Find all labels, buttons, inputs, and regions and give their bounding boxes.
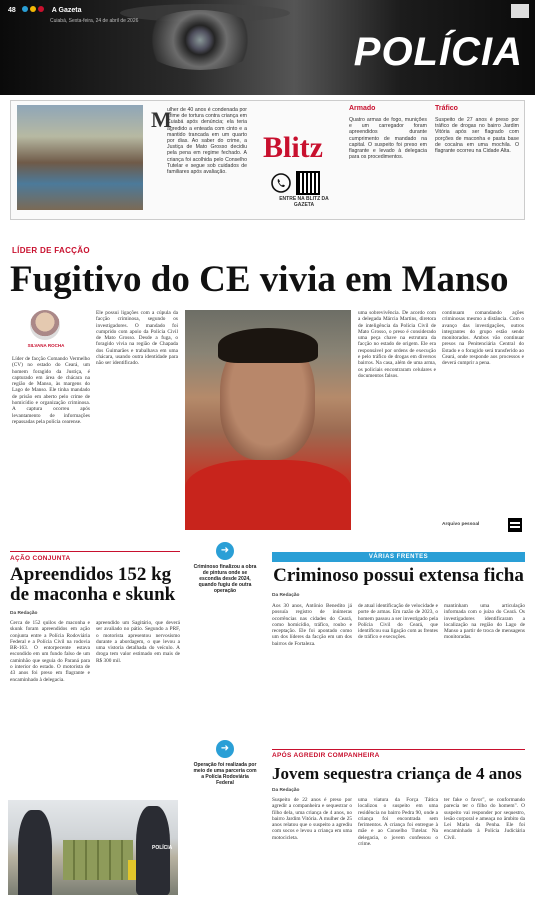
logo-dots-icon <box>22 6 46 14</box>
side-note-1: Criminoso finalizou a obra de pintura onde se escondia desde 2024, quando fugiu de outra operação <box>193 564 257 594</box>
trafico-text: Suspeito de 27 anos é preso por tráfico de drogas no bairro Jardim Vitória após ser flagrado com porções de maconha e pasta base de cocaína em uma mochila. O flagrante ocorreu na Cidade Alta. <box>435 117 519 155</box>
main-headline: Fugitivo do CE vivia em Manso <box>10 259 509 300</box>
side-note-2: Operação foi realizada por meio de uma parceria com a Polícia Rodoviária Federal <box>193 762 257 786</box>
story2-col-1: Cerca de 152 quilos de maconha e skunk foram apreendidos em ação conjunta entre a Polícia Rodoviária Federal e a Polícia Civil na rodovia BR-163. O entorpecente estava escondido em um fundo falso de um caminhão que seguia do Paraná para o interior do estado. O motorista de 43 anos foi preso em flagrante e encaminhado à delegacia. <box>10 620 90 683</box>
photo-drug-bales <box>63 840 133 880</box>
qr-code-small-icon[interactable] <box>508 518 522 532</box>
story3-byline: Da Redação <box>272 593 300 598</box>
main-col-3: uma sobrevivência. De acordo com a delegada Márcia Martins, diretora de inteligência da Polícia Civil de Mato Grosso, o preso é considerado uma peça chave na estrutura da facção no estado de origem. Ele era responsável por ordens de execução e pelo tráfico de drogas em diversos bairros. Na casa, além de uma arma, os policiais encontraram celulares e documentos falsos. <box>358 310 436 379</box>
page-header <box>0 0 535 95</box>
story3-col-2: de atual identificação de velocidade e porte de armas. Em razão de 2023, o homem passou a ser investigado pela Polícia Civil do Ceará, que identificou sua ligação com as frentes de tráfico e execuções. <box>358 603 438 641</box>
story2-headline: Apreendidos 152 kg de maconha e skunk <box>10 564 176 605</box>
dateline: Cuiabá, Sexta-feira, 24 de abril de 2026 <box>50 18 139 24</box>
suspect-photo <box>185 310 351 530</box>
trafico-title: Tráfico <box>435 105 458 112</box>
blitz-cta: ENTRE NA BLITZ DA GAZETA <box>279 196 329 208</box>
photo-shirt <box>185 460 351 530</box>
story4-col-3: ter fake o favor", se conformando parecia ter o filho do homem". O suspeito vai responder por sequestro, lesão corporal e ameaça no âmbito da Lei Maria da Penha. Ele foi encaminhado à Polícia Judiciária Civil. <box>444 797 525 841</box>
dropcap: M <box>151 107 172 132</box>
story4-col-2: uma viatura da Força Tática localizou o suspeito em uma residência no bairro Pedra 90, onde a criança foi encontrada sem ferimentos. A criança foi entregue à mãe e ao Conselho Tutelar. Na delegacia, o jovem confessou o crime. <box>358 797 438 848</box>
story3-col-1: Aos 30 anos, Antônio Benedito já possuía registro de inúmeras ocorrências nas cidades do Ceará, como homicídio, tráfico, roubo e receptação. Ele foi apontado como um dos líderes da facção em um dos bairros de Fortaleza. <box>272 603 352 647</box>
story4-headline: Jovem sequestra criança de 4 anos <box>272 764 522 783</box>
story2-col-2: apreendido um Sagitário, que deverá ser avaliado no pátio. Segundo a PRF, o motorista apresentou nervosismo durante a abordagem, o que levou a uma vistoria detalhada do veículo. A droga tem valor estimado em mais de R$ 300 mil. <box>96 620 180 664</box>
photo-officer-left <box>18 810 52 895</box>
author-avatar <box>30 310 60 340</box>
blitz-box <box>10 100 525 220</box>
armado-text: Quatro armas de fogo, munições e um carregador foram apreendidos durante cumprimento de mandado na capital. O suspeito foi preso em flagrante e levado à delegacia para os procedimentos. <box>349 117 427 161</box>
page-number: 48 <box>8 6 16 14</box>
whatsapp-icon <box>271 173 291 193</box>
qr-code-icon[interactable] <box>296 171 320 195</box>
police-vest-tag: POLÍCIA <box>152 845 173 851</box>
masthead <box>8 6 139 24</box>
arrow-badge-icon-2: ➜ <box>216 740 234 758</box>
photo-credit: Arquivo pessoal <box>442 522 480 527</box>
story4-byline: Da Redação <box>272 788 300 793</box>
story3-col-3: mantinham uma articulação informada com o juízo do Ceará. Os investigadores identificaram a localização na região do Lago de Manso a partir de troca de mensagens monitoradas. <box>444 603 525 641</box>
story4-kicker: APÓS AGREDIR COMPANHEIRA <box>272 752 380 759</box>
header-photo-eye <box>140 10 260 70</box>
story3-headline: Criminoso possui extensa ficha <box>273 565 524 586</box>
blitz-photo <box>17 105 143 210</box>
story4-rule <box>272 749 525 750</box>
main-kicker: LÍDER DE FACÇÃO <box>12 246 90 255</box>
author-name: SILVANA ROCHA <box>27 343 65 348</box>
section-title: POLÍCIA <box>353 30 523 74</box>
main-col-4: continuam comandando ações criminosas mesmo a distância. Com o avanço das investigações, outros integrantes do grupo estão sendo monitorados. Ambos vão continuar presos na Penitenciária Central do Estado e o foragido será transferido ao Ceará, onde responde aos processos e deverá cumprir a pena. <box>442 310 524 367</box>
story3-label: VÁRIAS FRENTES <box>272 552 525 562</box>
armado-title: Armado <box>349 105 376 112</box>
story2-rule <box>10 551 180 552</box>
main-col-1: Líder de facção Comando Vermelho (CV) no estado do Ceará, um homem foragido da Justiça, é capturado em área de chácara na região de Manso, às margens do Lago de Manso. Ele tinha mandado de prisão em aberto pelo crime de homicídio e organização criminosa. A captura ocorreu após levantamento de informações repassadas pela polícia cearense. <box>12 356 90 425</box>
photo-hair <box>218 328 318 363</box>
story4-col-1: Suspeito de 22 anos é preso por agredir a companheira e sequestrar o filho dela, uma criança de 4 anos, no bairro Jardim Vitória. A mulher de 25 anos relatou que o suspeito a agrediu com socos e levou a criança em uma motocicleta. <box>272 797 352 841</box>
arrow-badge-icon: ➜ <box>216 542 234 560</box>
main-col-2: Ele possui ligações com a cúpula da facção criminosa, segundo os investigadores. O mandado foi cumprido com apoio da Polícia Civil de Mato Grosso. Desde a fuga, o foragido vivia na região de Chapada dos Guimarães e trabalhava em uma chácara, usando outra identidade para não ser identificado. <box>96 310 178 367</box>
story2-kicker: AÇÃO CONJUNTA <box>10 555 71 562</box>
story2-byline: Da Redação <box>10 611 38 616</box>
paper-name: A Gazeta <box>51 6 82 14</box>
corner-tag <box>511 4 529 18</box>
blitz-logo: Blitz <box>263 131 323 164</box>
blitz-lead-text: ulher de 40 anos é condenada por crime de tortura contra criança em Cuiabá após denúncia; ela teria agredido a enteada com cinto e a mantido trancada em um quarto por dias. Ao saber do crime, a Justiça de Mato Grosso decidiu pela pena em regime fechado. A criança foi acolhida pelo Conselho Tutelar e segue sob cuidados de familiares após avaliação. <box>167 107 247 176</box>
